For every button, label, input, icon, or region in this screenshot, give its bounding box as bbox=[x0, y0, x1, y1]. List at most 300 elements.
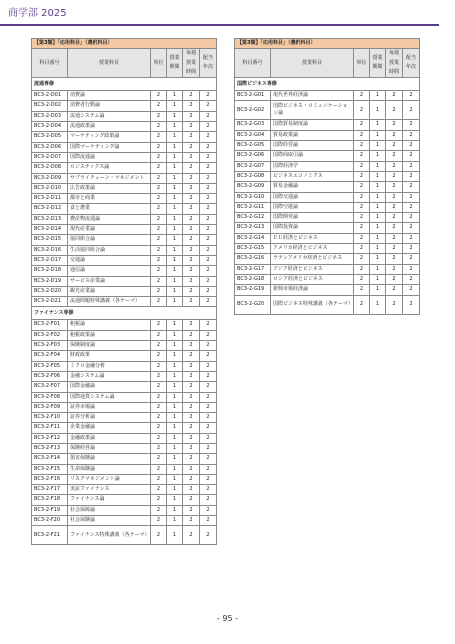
course-code: BC3-2-D10 bbox=[32, 183, 68, 193]
table-row bbox=[32, 526, 217, 545]
course-code: BC3-2-D08 bbox=[32, 163, 68, 173]
course-value: 2 bbox=[386, 285, 403, 295]
course-code: BC3-2-D15 bbox=[32, 235, 68, 245]
course-value: 2 bbox=[403, 213, 420, 223]
course-value: 2 bbox=[183, 526, 200, 545]
course-code: BC3-2-F03 bbox=[32, 341, 68, 351]
course-value: 2 bbox=[200, 245, 217, 255]
course-value: 2 bbox=[151, 351, 167, 361]
course-value: 2 bbox=[403, 202, 420, 212]
table-row bbox=[235, 120, 420, 130]
course-code: BC3-2-D13 bbox=[32, 214, 68, 224]
course-value: 2 bbox=[200, 235, 217, 245]
page-title: 商学部 2025 bbox=[8, 8, 67, 19]
course-value: 2 bbox=[354, 141, 370, 151]
course-code: BC3-2-F07 bbox=[32, 382, 68, 392]
course-code: BC3-2-F13 bbox=[32, 443, 68, 453]
course-value: 1 bbox=[370, 285, 386, 295]
course-value: 2 bbox=[183, 495, 200, 505]
course-value: 2 bbox=[354, 254, 370, 264]
table-row bbox=[235, 141, 420, 151]
course-value: 2 bbox=[386, 264, 403, 274]
course-value: 1 bbox=[370, 192, 386, 202]
course-name: 財政政策 bbox=[68, 351, 151, 361]
table-row bbox=[32, 204, 217, 214]
section-heading-row bbox=[235, 78, 420, 91]
course-value: 2 bbox=[354, 264, 370, 274]
course-value: 2 bbox=[403, 244, 420, 254]
course-code: BC3-2-G06 bbox=[235, 151, 271, 161]
course-value: 2 bbox=[200, 454, 217, 464]
course-name: 金融政策論 bbox=[68, 433, 151, 443]
table-row bbox=[235, 151, 420, 161]
course-value: 2 bbox=[183, 464, 200, 474]
course-name: サプライチェーン・マネジメント bbox=[68, 173, 151, 183]
table-row bbox=[32, 443, 217, 453]
right-course-table bbox=[234, 38, 420, 315]
course-code: BC3-2-G03 bbox=[235, 120, 271, 130]
table-row bbox=[32, 255, 217, 265]
course-value: 1 bbox=[167, 443, 183, 453]
course-value: 2 bbox=[183, 163, 200, 173]
course-name: 観光産業論 bbox=[68, 286, 151, 296]
course-value: 2 bbox=[200, 163, 217, 173]
course-name: 保険制度論 bbox=[68, 341, 151, 351]
course-value: 1 bbox=[167, 474, 183, 484]
course-value: 2 bbox=[200, 142, 217, 152]
course-value: 1 bbox=[167, 255, 183, 265]
course-value: 1 bbox=[167, 516, 183, 526]
course-value: 2 bbox=[151, 225, 167, 235]
course-value: 2 bbox=[151, 505, 167, 515]
column-header: 科目番号 bbox=[32, 49, 68, 78]
course-name: 流通政策論 bbox=[68, 122, 151, 132]
course-value: 2 bbox=[200, 443, 217, 453]
table-row bbox=[235, 182, 420, 192]
table-row bbox=[235, 161, 420, 171]
course-code: BC3-2-F19 bbox=[32, 505, 68, 515]
course-value: 2 bbox=[151, 433, 167, 443]
page-number: - 95 - bbox=[216, 614, 239, 623]
course-value: 2 bbox=[151, 122, 167, 132]
course-value: 2 bbox=[403, 161, 420, 171]
course-value: 2 bbox=[386, 202, 403, 212]
course-value: 2 bbox=[354, 285, 370, 295]
column-header: 科目番号 bbox=[235, 49, 271, 78]
column-header: 単位 bbox=[354, 49, 370, 78]
course-value: 1 bbox=[370, 202, 386, 212]
table-row bbox=[32, 101, 217, 111]
course-value: 2 bbox=[403, 151, 420, 161]
course-value: 1 bbox=[167, 382, 183, 392]
table-row bbox=[32, 122, 217, 132]
table-row bbox=[32, 361, 217, 371]
left-course-table bbox=[31, 38, 217, 545]
table-row bbox=[32, 392, 217, 402]
course-name: 企業金融論 bbox=[68, 423, 151, 433]
course-value: 2 bbox=[183, 111, 200, 121]
course-value: 2 bbox=[151, 454, 167, 464]
course-name: マーケティング政策論 bbox=[68, 132, 151, 142]
course-name: 証券市場論 bbox=[68, 402, 151, 412]
course-value: 2 bbox=[200, 132, 217, 142]
course-value: 2 bbox=[403, 192, 420, 202]
table-row bbox=[235, 130, 420, 140]
course-value: 2 bbox=[183, 142, 200, 152]
course-code: BC3-2-D06 bbox=[32, 142, 68, 152]
course-value: 2 bbox=[151, 194, 167, 204]
course-value: 2 bbox=[403, 91, 420, 101]
course-value: 2 bbox=[386, 295, 403, 314]
course-value: 2 bbox=[183, 214, 200, 224]
course-name: 広告政策論 bbox=[68, 183, 151, 193]
course-code: BC3-2-F05 bbox=[32, 361, 68, 371]
course-value: 2 bbox=[151, 485, 167, 495]
course-value: 1 bbox=[167, 194, 183, 204]
course-name: 証券分析論 bbox=[68, 413, 151, 423]
course-code: BC3-2-F09 bbox=[32, 402, 68, 412]
table-row bbox=[235, 233, 420, 243]
course-value: 2 bbox=[200, 423, 217, 433]
course-name: サービス産業論 bbox=[68, 276, 151, 286]
course-value: 2 bbox=[403, 141, 420, 151]
course-value: 2 bbox=[151, 214, 167, 224]
course-value: 2 bbox=[151, 266, 167, 276]
table-row bbox=[32, 454, 217, 464]
course-value: 1 bbox=[167, 286, 183, 296]
course-value: 2 bbox=[354, 130, 370, 140]
table-header-row bbox=[32, 49, 217, 78]
course-value: 2 bbox=[183, 266, 200, 276]
course-value: 1 bbox=[167, 276, 183, 286]
course-value: 2 bbox=[183, 485, 200, 495]
course-code: BC3-2-F17 bbox=[32, 485, 68, 495]
course-name: 社会保険論 bbox=[68, 516, 151, 526]
course-value: 2 bbox=[151, 245, 167, 255]
course-name: 国際金融論 bbox=[68, 382, 151, 392]
course-name: 現代産業論 bbox=[68, 225, 151, 235]
course-value: 2 bbox=[151, 361, 167, 371]
course-name: 国際ビジネス・コミュニケーション論 bbox=[271, 101, 354, 120]
course-value: 2 bbox=[151, 341, 167, 351]
course-value: 1 bbox=[370, 223, 386, 233]
section-heading: 国際ビジネス専修 bbox=[235, 78, 420, 91]
course-value: 2 bbox=[151, 371, 167, 381]
course-value: 2 bbox=[183, 204, 200, 214]
course-name: 国際商取引論 bbox=[271, 151, 354, 161]
course-value: 2 bbox=[386, 120, 403, 130]
table-row bbox=[32, 341, 217, 351]
section-heading-row bbox=[32, 307, 217, 320]
course-value: 2 bbox=[151, 382, 167, 392]
course-value: 2 bbox=[386, 254, 403, 264]
section-heading: ファイナンス専修 bbox=[32, 307, 217, 320]
table-row bbox=[235, 254, 420, 264]
course-value: 2 bbox=[403, 182, 420, 192]
course-name: 貿易金融論 bbox=[271, 182, 354, 192]
table-row bbox=[32, 402, 217, 412]
course-code: BC3-2-D04 bbox=[32, 122, 68, 132]
course-value: 2 bbox=[354, 233, 370, 243]
course-code: BC3-2-G01 bbox=[235, 91, 271, 101]
course-code: BC3-2-G19 bbox=[235, 285, 271, 295]
course-value: 2 bbox=[354, 171, 370, 181]
course-value: 1 bbox=[167, 423, 183, 433]
course-value: 2 bbox=[183, 330, 200, 340]
course-value: 2 bbox=[183, 392, 200, 402]
course-code: BC3-2-F15 bbox=[32, 464, 68, 474]
course-code: BC3-2-F08 bbox=[32, 392, 68, 402]
table-row bbox=[32, 132, 217, 142]
course-name: 国際投資論 bbox=[271, 223, 354, 233]
course-value: 2 bbox=[151, 132, 167, 142]
course-value: 1 bbox=[167, 122, 183, 132]
course-value: 2 bbox=[151, 526, 167, 545]
course-value: 1 bbox=[370, 171, 386, 181]
course-value: 2 bbox=[354, 202, 370, 212]
course-code: BC3-2-G14 bbox=[235, 233, 271, 243]
section-heading-row bbox=[32, 78, 217, 91]
course-name: ラテンアメリカ経済とビジネス bbox=[271, 254, 354, 264]
course-value: 1 bbox=[167, 101, 183, 111]
course-name: ロシア経済とビジネス bbox=[271, 274, 354, 284]
course-value: 2 bbox=[403, 130, 420, 140]
course-value: 2 bbox=[183, 454, 200, 464]
course-value: 2 bbox=[403, 233, 420, 243]
course-code: BC3-2-F12 bbox=[32, 433, 68, 443]
course-value: 2 bbox=[200, 204, 217, 214]
table-row bbox=[235, 213, 420, 223]
course-value: 2 bbox=[151, 235, 167, 245]
course-code: BC3-2-G13 bbox=[235, 223, 271, 233]
course-value: 1 bbox=[167, 495, 183, 505]
course-code: BC3-2-D14 bbox=[32, 225, 68, 235]
course-code: BC3-2-F06 bbox=[32, 371, 68, 381]
course-value: 2 bbox=[200, 183, 217, 193]
course-value: 2 bbox=[386, 151, 403, 161]
course-value: 2 bbox=[183, 443, 200, 453]
table-header-row bbox=[235, 49, 420, 78]
course-value: 2 bbox=[183, 341, 200, 351]
course-value: 2 bbox=[183, 402, 200, 412]
course-value: 2 bbox=[200, 392, 217, 402]
course-value: 1 bbox=[167, 402, 183, 412]
course-value: 2 bbox=[183, 297, 200, 307]
course-value: 1 bbox=[167, 526, 183, 545]
course-code: BC3-2-G17 bbox=[235, 264, 271, 274]
course-value: 1 bbox=[167, 245, 183, 255]
course-name: 国際経営論 bbox=[271, 141, 354, 151]
course-name: 貿易政策論 bbox=[271, 130, 354, 140]
course-name: 租税政策論 bbox=[68, 330, 151, 340]
course-value: 2 bbox=[151, 392, 167, 402]
course-name: 国際流通論 bbox=[68, 152, 151, 162]
course-value: 2 bbox=[151, 413, 167, 423]
table-row bbox=[32, 245, 217, 255]
course-value: 1 bbox=[167, 152, 183, 162]
course-name: 実証ファイナンス bbox=[68, 485, 151, 495]
course-value: 2 bbox=[200, 330, 217, 340]
course-value: 2 bbox=[403, 264, 420, 274]
course-value: 2 bbox=[200, 91, 217, 101]
course-code: BC3-2-D19 bbox=[32, 276, 68, 286]
course-value: 2 bbox=[151, 142, 167, 152]
course-name: ミクロ金融分析 bbox=[68, 361, 151, 371]
course-value: 2 bbox=[354, 120, 370, 130]
course-value: 1 bbox=[167, 320, 183, 330]
course-value: 1 bbox=[370, 244, 386, 254]
course-value: 2 bbox=[200, 320, 217, 330]
course-name: 社会保障論 bbox=[68, 505, 151, 515]
table-title-row bbox=[32, 39, 217, 49]
course-value: 2 bbox=[403, 285, 420, 295]
course-value: 1 bbox=[167, 454, 183, 464]
course-code: BC3-2-F02 bbox=[32, 330, 68, 340]
course-name: ロジスティクス論 bbox=[68, 163, 151, 173]
course-value: 2 bbox=[183, 183, 200, 193]
course-value: 2 bbox=[183, 320, 200, 330]
course-name: ファイナンス特殊講義（各テーマ） bbox=[68, 526, 151, 545]
course-value: 2 bbox=[403, 223, 420, 233]
course-value: 2 bbox=[386, 161, 403, 171]
course-code: BC3-2-D21 bbox=[32, 297, 68, 307]
course-code: BC3-2-D07 bbox=[32, 152, 68, 162]
course-value: 2 bbox=[200, 276, 217, 286]
course-code: BC3-2-D20 bbox=[32, 286, 68, 296]
course-value: 2 bbox=[200, 341, 217, 351]
table-row bbox=[32, 173, 217, 183]
course-value: 2 bbox=[354, 161, 370, 171]
course-value: 2 bbox=[183, 122, 200, 132]
course-value: 2 bbox=[354, 182, 370, 192]
course-code: BC3-2-F01 bbox=[32, 320, 68, 330]
course-value: 2 bbox=[386, 274, 403, 284]
course-value: 2 bbox=[151, 297, 167, 307]
course-name: 損害保険論 bbox=[68, 454, 151, 464]
table-title: 【第3類】「応用科目」（選択科目） bbox=[235, 39, 420, 49]
course-value: 1 bbox=[167, 204, 183, 214]
table-row bbox=[32, 111, 217, 121]
course-code: BC3-2-D12 bbox=[32, 204, 68, 214]
table-row bbox=[235, 223, 420, 233]
course-value: 2 bbox=[200, 361, 217, 371]
course-value: 1 bbox=[167, 111, 183, 121]
course-code: BC3-2-D17 bbox=[32, 255, 68, 265]
table-row bbox=[32, 351, 217, 361]
course-value: 2 bbox=[200, 464, 217, 474]
course-value: 2 bbox=[386, 141, 403, 151]
column-header: 授業科目 bbox=[68, 49, 151, 78]
course-value: 1 bbox=[167, 132, 183, 142]
course-name: リスクマネジメント論 bbox=[68, 474, 151, 484]
course-value: 1 bbox=[167, 413, 183, 423]
course-value: 1 bbox=[370, 213, 386, 223]
table-row bbox=[32, 214, 217, 224]
table-row bbox=[32, 266, 217, 276]
course-value: 2 bbox=[151, 286, 167, 296]
course-value: 2 bbox=[386, 223, 403, 233]
course-name: アジア経済とビジネス bbox=[271, 264, 354, 274]
course-value: 1 bbox=[370, 264, 386, 274]
course-code: BC3-2-G15 bbox=[235, 244, 271, 254]
course-value: 1 bbox=[167, 371, 183, 381]
course-name: 国際開発論 bbox=[271, 213, 354, 223]
course-code: BC3-2-G02 bbox=[235, 101, 271, 120]
course-value: 2 bbox=[403, 120, 420, 130]
course-code: BC3-2-D18 bbox=[32, 266, 68, 276]
course-value: 2 bbox=[151, 173, 167, 183]
table-row bbox=[235, 274, 420, 284]
course-value: 2 bbox=[151, 101, 167, 111]
course-code: BC3-2-G08 bbox=[235, 171, 271, 181]
course-code: BC3-2-G20 bbox=[235, 295, 271, 314]
course-value: 2 bbox=[386, 91, 403, 101]
course-value: 2 bbox=[200, 402, 217, 412]
table-row bbox=[32, 152, 217, 162]
course-value: 2 bbox=[183, 413, 200, 423]
course-code: BC3-2-D01 bbox=[32, 91, 68, 101]
course-value: 1 bbox=[370, 101, 386, 120]
course-value: 2 bbox=[200, 173, 217, 183]
course-value: 1 bbox=[167, 214, 183, 224]
course-name: 都市と商業 bbox=[68, 194, 151, 204]
table-row bbox=[32, 225, 217, 235]
course-value: 2 bbox=[183, 474, 200, 484]
column-header: 配当年次 bbox=[403, 49, 420, 78]
course-code: BC3-2-G11 bbox=[235, 202, 271, 212]
course-name: 租税論 bbox=[68, 320, 151, 330]
course-value: 2 bbox=[200, 505, 217, 515]
course-name: 通信論 bbox=[68, 266, 151, 276]
course-value: 2 bbox=[200, 152, 217, 162]
course-value: 1 bbox=[167, 225, 183, 235]
course-value: 2 bbox=[200, 214, 217, 224]
course-code: BC3-2-F10 bbox=[32, 413, 68, 423]
course-code: BC3-2-G09 bbox=[235, 182, 271, 192]
course-code: BC3-2-D03 bbox=[32, 111, 68, 121]
course-value: 2 bbox=[386, 244, 403, 254]
course-name: 流通問題特殊講義（各テーマ） bbox=[68, 297, 151, 307]
course-value: 2 bbox=[386, 182, 403, 192]
course-name: 金融システム論 bbox=[68, 371, 151, 381]
course-value: 2 bbox=[403, 254, 420, 264]
course-name: 保険経営論 bbox=[68, 443, 151, 453]
table-row bbox=[32, 330, 217, 340]
course-value: 2 bbox=[151, 255, 167, 265]
course-code: BC3-2-G07 bbox=[235, 161, 271, 171]
column-header: 毎週授業時間 bbox=[183, 49, 200, 78]
course-value: 2 bbox=[200, 255, 217, 265]
column-header: 毎週授業時間 bbox=[386, 49, 403, 78]
course-value: 2 bbox=[200, 351, 217, 361]
course-value: 2 bbox=[200, 286, 217, 296]
table-row bbox=[235, 101, 420, 120]
course-value: 2 bbox=[151, 204, 167, 214]
course-value: 1 bbox=[370, 254, 386, 264]
course-value: 1 bbox=[167, 91, 183, 101]
course-name: 消費者行動論 bbox=[68, 101, 151, 111]
course-code: BC3-2-G12 bbox=[235, 213, 271, 223]
course-value: 1 bbox=[370, 233, 386, 243]
table-row bbox=[235, 285, 420, 295]
course-name: 国際交通論 bbox=[271, 192, 354, 202]
table-row bbox=[32, 235, 217, 245]
course-code: BC3-2-D16 bbox=[32, 245, 68, 255]
course-value: 2 bbox=[200, 485, 217, 495]
table-row bbox=[32, 464, 217, 474]
table-row bbox=[235, 91, 420, 101]
course-value: 2 bbox=[151, 330, 167, 340]
